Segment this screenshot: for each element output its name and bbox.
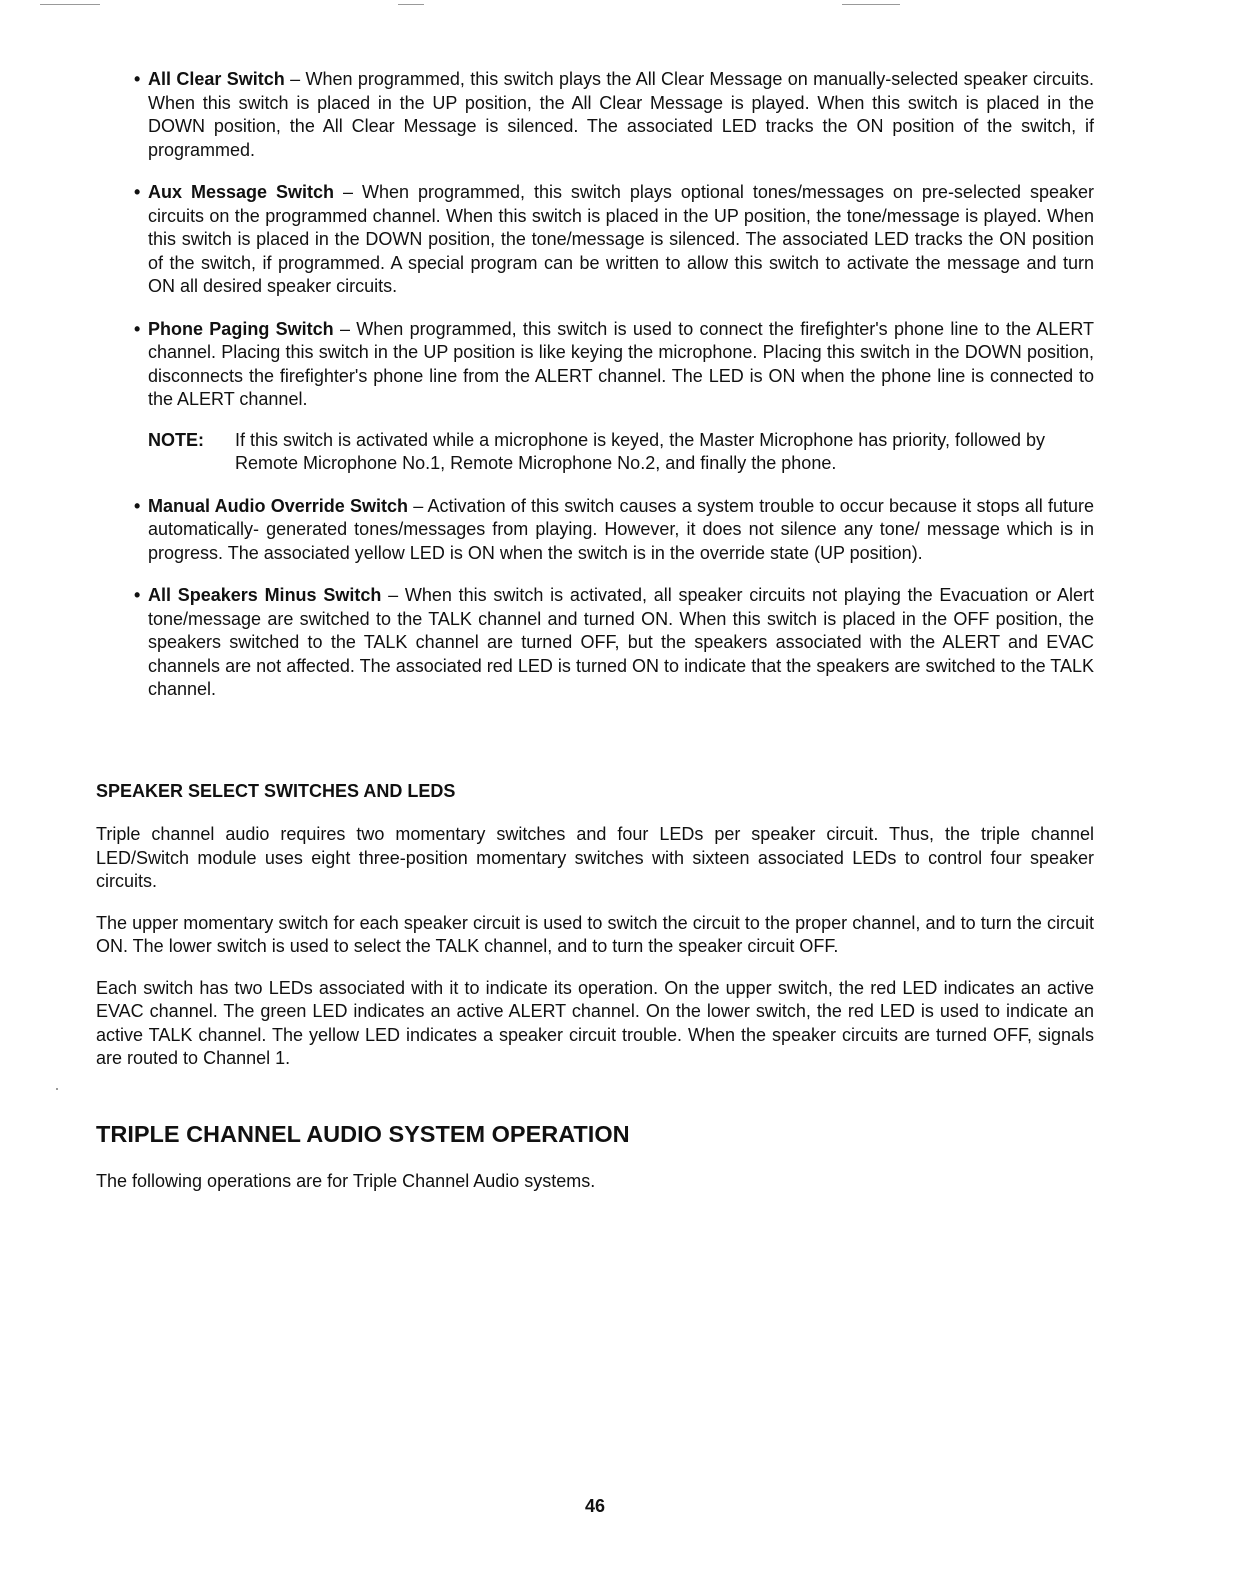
note-text: If this switch is activated while a microphone is keyed, the Master Microphone has priority, followed by Remote Microphone No.1, Remote Microphone No.2, and finally the phone. bbox=[235, 429, 1046, 473]
bullet-glyph: • bbox=[134, 495, 141, 516]
bullet-dash: – bbox=[388, 585, 399, 605]
bullet-all-clear-switch bbox=[134, 68, 1094, 162]
bullet-all-speakers-minus-switch bbox=[134, 584, 1094, 702]
scan-artifact bbox=[56, 1088, 58, 1090]
bullet-term: All Speakers Minus Switch bbox=[148, 585, 382, 605]
intro-paragraph: The following operations are for Triple Channel Audio systems. bbox=[96, 1171, 596, 1191]
bullet-glyph: • bbox=[134, 318, 141, 339]
phone-paging-note bbox=[148, 429, 1094, 476]
speaker-select-body bbox=[96, 823, 1094, 1089]
paragraph: The upper momentary switch for each speaker circuit is used to switch the circuit to the proper channel, and to turn the circuit ON. The lower switch is used to select the TALK channel, and to turn the speaker circuit OFF. bbox=[96, 912, 1094, 956]
bullet-text: When programmed, this switch plays the All Clear Message on manually-selected speaker circuits. When this switch is placed in the UP position, the All Clear Message is played. When this switch is placed in the DOWN position, the All Clear Message is silenced. The associated LED tracks the ON position of the switch, if programmed. bbox=[148, 69, 1094, 160]
scan-artifact bbox=[40, 4, 100, 5]
bullet-text: Activation of this switch causes a system trouble to occur because it stops all future automatically- generated tones/messages from playing. However, it does not silence any tone/ message which is in progress. The associated yellow LED is ON when the switch is in the override state (UP position). bbox=[148, 495, 1095, 563]
bullet-term: Manual Audio Override Switch bbox=[148, 495, 409, 516]
bullet-phone-paging-switch bbox=[134, 318, 1094, 412]
bullet-text: When this switch is activated, all speaker circuits not playing the Evacuation or Alert tone/message are switched to the TALK channel and turned ON. When this switch is placed in the OFF position, the speakers switched to the TALK channel are turned OFF, but the speakers associated with the ALERT and EVAC channels are not affected. The associated red LED is turned ON to indicate that the speakers are switched to the TALK channel. bbox=[148, 585, 1094, 699]
paragraph: Triple channel audio requires two momentary switches and four LEDs per speaker circuit. Thus, the triple channel LED/Switch module uses eight three-position momentary switches with sixteen associated LEDs to control four speaker circuits. bbox=[96, 824, 1094, 891]
bullet-glyph: • bbox=[134, 69, 141, 89]
bullet-term: Aux Message Switch bbox=[148, 182, 334, 202]
scan-artifact bbox=[842, 4, 900, 5]
note-label: NOTE: bbox=[148, 429, 204, 450]
paragraph: Each switch has two LEDs associated with it to indicate its operation. On the upper switch, the red LED indicates an active EVAC channel. The green LED indicates an active ALERT channel. On the lower switch, the red LED is used to indicate an active TALK channel. The yellow LED indicates a speaker circuit trouble. When the speaker circuits are turned OFF, signals are routed to Channel 1. bbox=[96, 977, 1094, 1068]
bullet-dash: – bbox=[413, 495, 424, 516]
section-heading-speaker-select: SPEAKER SELECT SWITCHES AND LEDS bbox=[96, 781, 456, 801]
bullet-dash: – bbox=[290, 69, 301, 89]
bullet-term: All Clear Switch bbox=[148, 69, 285, 89]
bullet-text: When programmed, this switch plays optional tones/messages on pre-selected speaker circuits on the programmed channel. When this switch is placed in the UP position, the tone/message is played. When this switch is placed in the DOWN position, the tone/message is silenced. The associated LED tracks the ON position of the switch, if programmed. A special program can be written to allow this switch to activate the message and turn ON all desired speaker circuits. bbox=[148, 182, 1094, 296]
page-number: 46 bbox=[584, 1496, 606, 1516]
bullet-glyph: • bbox=[134, 182, 141, 202]
section-heading-triple-channel: TRIPLE CHANNEL AUDIO SYSTEM OPERATION bbox=[96, 1121, 630, 1147]
bullet-manual-audio-override-switch bbox=[134, 495, 1094, 566]
bullet-dash: – bbox=[339, 318, 350, 339]
bullet-text: When programmed, this switch is used to connect the firefighter's phone line to the ALERT channel. Placing this switch in the UP position is like keying the microphone. Placing this switch in the DOWN position, disconnects the firefighter's phone line from the ALERT channel. The LED is ON when the phone line is connected to the ALERT channel. bbox=[148, 318, 1094, 409]
bullet-dash: – bbox=[342, 182, 353, 202]
scan-artifact bbox=[398, 4, 424, 5]
bullet-glyph: • bbox=[134, 585, 141, 605]
bullet-aux-message-switch bbox=[134, 181, 1094, 299]
bullet-term: Phone Paging Switch bbox=[148, 318, 334, 339]
switch-descriptions bbox=[134, 68, 1094, 721]
